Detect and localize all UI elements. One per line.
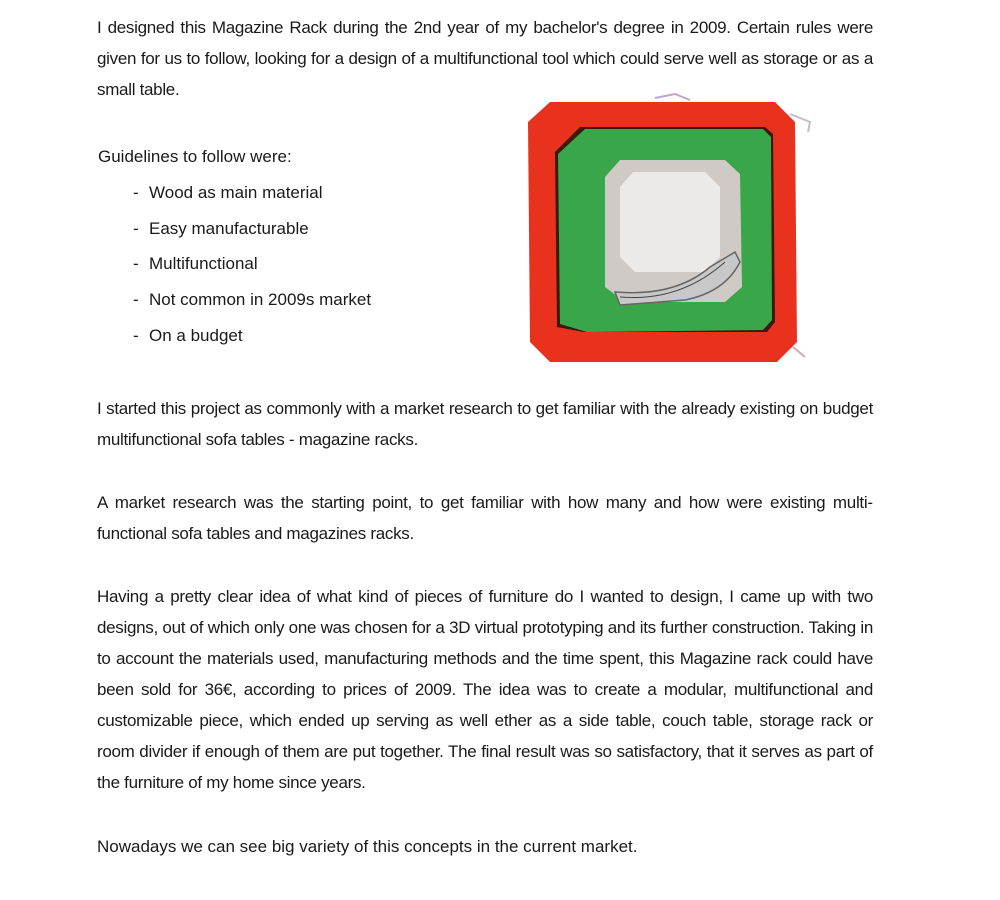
bullet-dash: - <box>133 183 139 202</box>
guidelines-title: Guidelines to follow were: <box>98 147 292 166</box>
design-process-paragraph: Having a pretty clear idea of what kind of pieces of furniture do I wanted to design, I came up with two designs, out of which only one was chosen for a 3D virtual prototyping and its further construction. Taking in to account the materials used, manufacturing methods and the time spent, this Magazine rack could have been sold for 36€, according to prices of 2009. The idea was to create a modular, multifunctional and customizable piece, which ended up serving as well ether as a side table, couch table, storage rack or room divider if enough of them are put together. The final result was so satisfactory, that it serves as part of the furniture of my home since years. <box>97 587 873 792</box>
starting-point-paragraph: A market research was the starting point, to get familiar with how many and how were existing multifunctional sofa tables and magazines racks. <box>97 493 873 543</box>
bullet-dash: - <box>133 325 139 345</box>
guideline-item <box>133 181 371 217</box>
guideline-text: Multifunctional <box>149 254 258 274</box>
guideline-text: Wood as main material <box>149 183 323 202</box>
bullet-dash: - <box>133 254 139 274</box>
guideline-item <box>133 217 371 253</box>
intro-paragraph: I designed this Magazine Rack during the 2nd year of my bachelor's degree in 2009. Certain rules were given for us to follow, looking for a design of a multifunctional tool which could serve well as storage or as a small table. <box>97 18 873 99</box>
magazine-rack-photo <box>525 92 825 367</box>
market-research-paragraph: I started this project as commonly with a market research to get familiar with the already existing on budget multifunctional sofa tables - magazine racks. <box>97 399 873 449</box>
core-bottom <box>620 172 720 272</box>
guideline-text: Not common in 2009s market <box>149 290 372 310</box>
guideline-item <box>133 252 371 288</box>
paper-edge <box>655 94 690 100</box>
guidelines-list <box>133 181 371 359</box>
conclusion-paragraph: Nowadays we can see big variety of this concepts in the current market. <box>97 837 638 856</box>
bullet-dash: - <box>133 290 139 310</box>
paper-edge <box>793 347 805 357</box>
guideline-text: On a budget <box>149 325 243 345</box>
guideline-item <box>133 324 371 360</box>
bullet-dash: - <box>133 218 139 238</box>
guideline-item <box>133 288 371 324</box>
guideline-text: Easy manufacturable <box>149 218 309 238</box>
